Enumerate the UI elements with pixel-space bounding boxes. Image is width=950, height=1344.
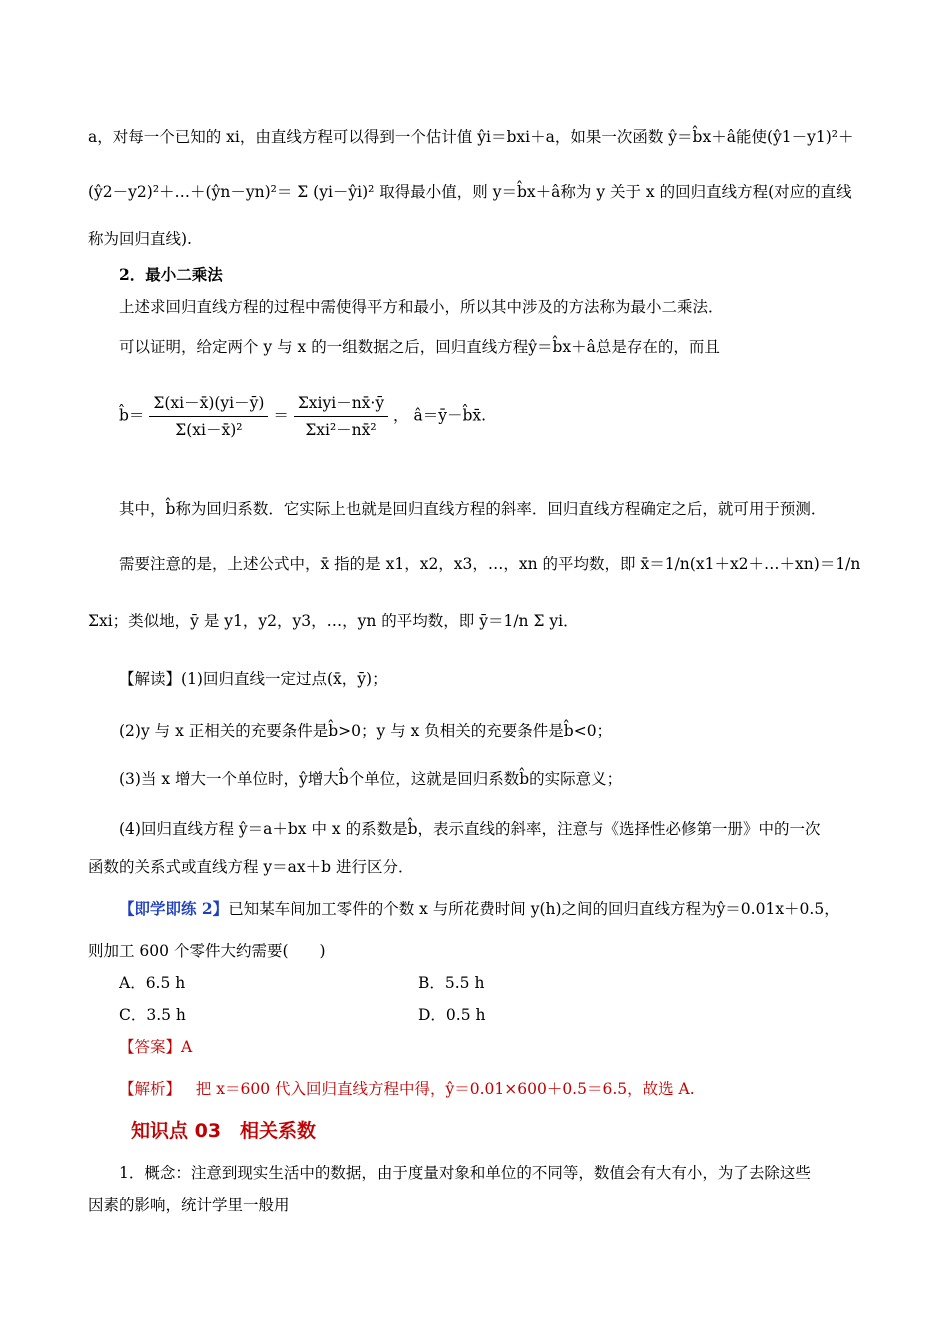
interp-item-1: (1)回归直线一定过点(x̄，ȳ)； bbox=[181, 670, 388, 688]
option-b: B．5.5 h bbox=[418, 974, 485, 992]
option-c: C．3.5 h bbox=[119, 1006, 186, 1024]
paragraph-line: 称为回归直线). bbox=[88, 230, 192, 248]
exercise-question-cont: 则加工 600 个零件大约需要( ) bbox=[88, 942, 326, 960]
interp-line bbox=[119, 668, 862, 690]
answer-line: 【答案】A bbox=[119, 1038, 193, 1056]
paragraph-line: a，对每一个已知的 xi，由直线方程可以得到一个估计值 ŷi＝bxi＋a，如果一次函数 ŷ＝b̂x＋â能使(ŷ1－y1)²＋ bbox=[88, 128, 854, 146]
fraction-2 bbox=[294, 392, 388, 441]
fraction-1 bbox=[149, 392, 268, 441]
option-d: D．0.5 h bbox=[418, 1006, 486, 1024]
explanation-line bbox=[119, 1078, 862, 1100]
explanation-text: 把 x＝600 代入回归直线方程中得，ŷ＝0.01×600＋0.5＝6.5，故选 A. bbox=[195, 1080, 695, 1098]
option-row bbox=[119, 972, 862, 994]
explanation-label: 【解析】 bbox=[119, 1080, 182, 1098]
paragraph-line: 其中，b̂称为回归系数．它实际上也就是回归直线方程的斜率．回归直线方程确定之后，就可用于预测． bbox=[119, 500, 827, 518]
interp-item-4-cont: 函数的关系式或直线方程 y＝ax＋b 进行区分． bbox=[88, 858, 414, 876]
interp-item-2: (2)y 与 x 正相关的充要条件是b̂>0；y 与 x 负相关的充要条件是b̂<0； bbox=[119, 722, 613, 740]
paragraph-line: 因素的影响，统计学里一般用 bbox=[88, 1196, 290, 1214]
paragraph-line: (ŷ2－y2)²＋…＋(ŷn－yn)²＝ Σ (yi－ŷi)² 取得最小值，则 y＝b̂x＋â称为 y 关于 x 的回归直线方程(对应的直线 bbox=[88, 183, 852, 201]
paragraph-line: 1．概念：注意到现实生活中的数据，由于度量对象和单位的不同等，数值会有大有小，为了去除这些 bbox=[119, 1164, 811, 1182]
exercise-text: 已知某车间加工零件的个数 x 与所花费时间 y(h)之间的回归直线方程为ŷ＝0.01x＋0.5， bbox=[228, 900, 840, 918]
exercise-label: 【即学即练 2】 bbox=[119, 899, 229, 918]
formula-a-part: ， â＝ȳ－b̂x̄. bbox=[393, 406, 487, 425]
interp-item-3: (3)当 x 增大一个单位时，ŷ增大b̂个单位，这就是回归系数b̂的实际意义； bbox=[119, 770, 623, 788]
paragraph-line: Σxi；类似地，ȳ 是 y1，y2，y3，…，yn 的平均数，即 ȳ＝1/n Σ yi． bbox=[88, 612, 579, 630]
fraction-1-numerator: Σ(xi－x̄)(yi－ȳ) bbox=[149, 392, 268, 417]
section-3-title: 知识点 03 相关系数 bbox=[131, 1120, 317, 1142]
formula-b-lhs: b̂＝ bbox=[119, 406, 145, 425]
interp-item-4: (4)回归直线方程 ŷ＝a＋bx 中 x 的系数是b̂，表示直线的斜率，注意与《选择性必修第一册》中的一次 bbox=[119, 820, 821, 838]
fraction-2-denominator: Σxi²－nx̄² bbox=[305, 421, 377, 439]
paragraph-line: 上述求回归直线方程的过程中需使得平方和最小，所以其中涉及的方法称为最小二乘法． bbox=[119, 298, 724, 316]
paragraph-line: 需要注意的是，上述公式中，x̄ 指的是 x1，x2，x3，…，xn 的平均数，即 x̄＝1/n(x1＋x2＋…＋xn)＝1/n bbox=[119, 555, 861, 573]
section-heading: 2．最小二乘法 bbox=[119, 265, 223, 284]
formula-equals: ＝ bbox=[273, 406, 289, 425]
option-a: A．6.5 h bbox=[119, 974, 186, 992]
paragraph-line: 可以证明，给定两个 y 与 x 的一组数据之后，回归直线方程ŷ＝b̂x＋â总是存在的，而且 bbox=[119, 338, 720, 356]
regression-formula bbox=[119, 392, 486, 441]
exercise-question bbox=[119, 898, 862, 920]
interp-label: 【解读】 bbox=[119, 670, 182, 688]
fraction-2-numerator: Σxiyi－nx̄·ȳ bbox=[294, 392, 388, 417]
option-row bbox=[119, 1004, 862, 1026]
fraction-1-denominator: Σ(xi－x̄)² bbox=[175, 421, 243, 439]
